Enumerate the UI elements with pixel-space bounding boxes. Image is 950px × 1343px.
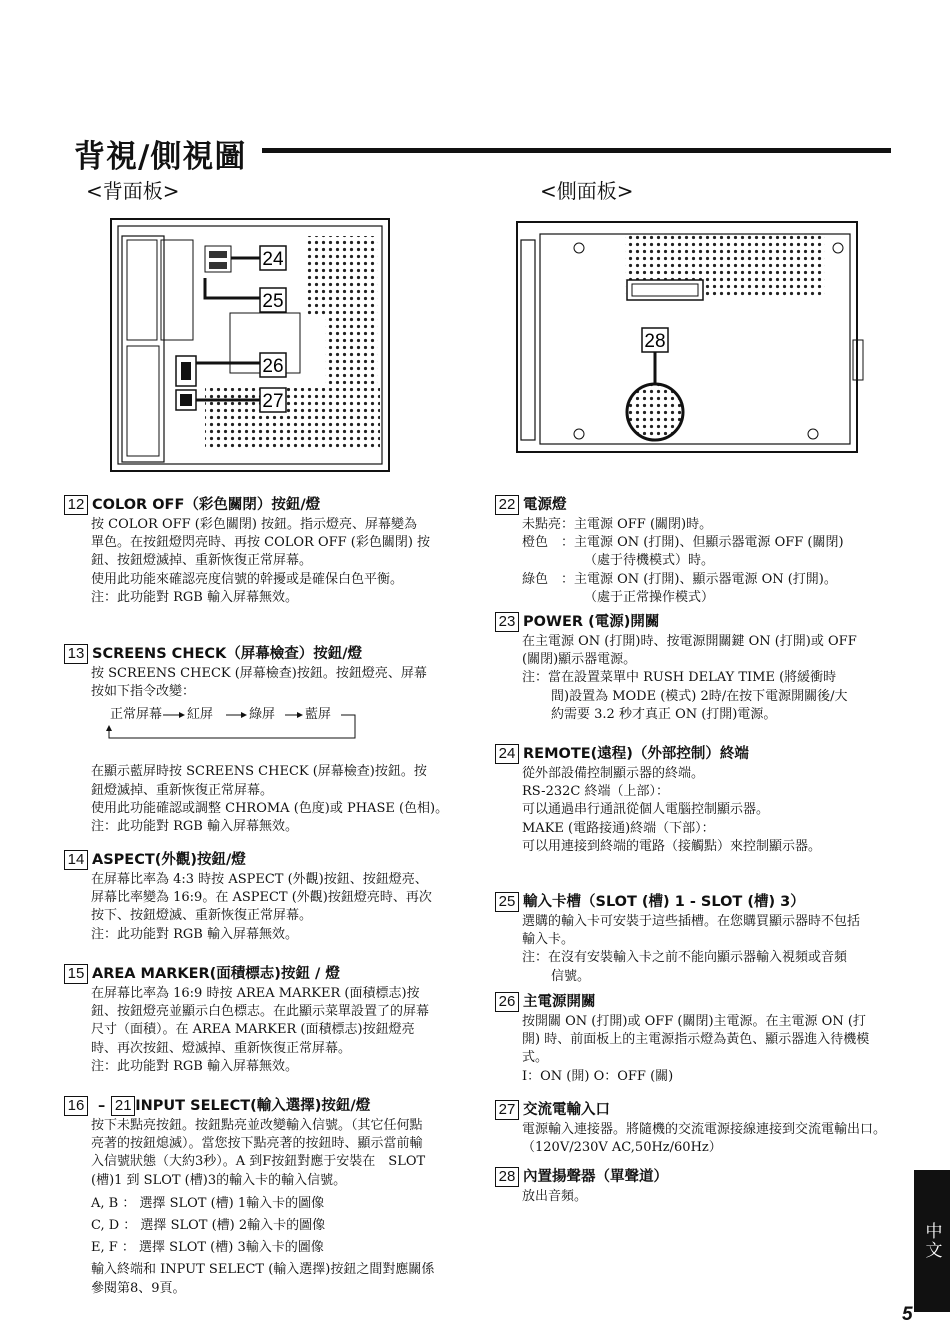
section-23 — [495, 611, 895, 724]
text-line: 在屏幕比率為 4:3 時按 ASPECT (外觀)按鈕、按鈕燈亮、 — [91, 872, 428, 887]
text-line: MAKE (電路接通)終端（下部）： — [522, 820, 715, 836]
section-heading: 電源燈 — [523, 496, 567, 513]
text-line: （120V/230V AC,50Hz/60Hz） — [522, 1140, 722, 1156]
section-heading: ASPECT(外觀)按鈕/燈 — [92, 851, 246, 868]
svg-text:27: 27 — [262, 391, 284, 412]
page-title: 背視/側視圖 — [74, 139, 247, 175]
text-line: 橙色 ：主電源 ON (打開)、但顯示器電源 OFF (關閉) — [522, 535, 844, 551]
item-number: 23 — [495, 612, 519, 632]
item-number: 16 — [64, 1096, 88, 1116]
section-heading: POWER (電源)開關 — [523, 613, 660, 630]
svg-text:28: 28 — [644, 331, 666, 352]
text-line: 使用此功能確認或調整 CHROMA (色度)或 PHASE (色相)。 — [91, 800, 449, 816]
text-line: 輸入終端和 INPUT SELECT (輸入選擇)按鈕之間對應關係 — [91, 1262, 435, 1278]
text-line: 綠色 ：主電源 ON (打開)、顯示器電源 ON (打開)。 — [522, 571, 837, 587]
text-line: 式。 — [522, 1050, 549, 1066]
text-line: 放出音頻。 — [522, 1189, 588, 1204]
rear-panel-label: <背面板> — [86, 179, 180, 203]
flow-step-green: 綠屏 — [249, 707, 276, 723]
text-line: 單色。在按鈕燈閃亮時、再按 COLOR OFF (彩色關閉) 按 — [91, 535, 431, 551]
text-line: 在主電源 ON (打開)時、按電源開關鍵 ON (打開)或 OFF — [522, 634, 857, 649]
slot-mapping-row: E, F ： 選擇 SLOT (槽) 3輸入卡的圖像 — [91, 1240, 324, 1256]
language-tab-label: 中文 — [921, 1222, 942, 1260]
note-line: 間)設置為 MODE (模式) 2時/在按下電源開關後/大 — [551, 688, 848, 704]
section-heading: 主電源開關 — [523, 993, 596, 1010]
note-line: 信號。 — [551, 968, 591, 984]
text-line: 按開關 ON (打開)或 OFF (關閉)主電源。在主電源 ON (打 — [522, 1014, 866, 1029]
language-tab — [914, 1170, 950, 1312]
note-line: 注：在沒有安裝輸入卡之前不能向顯示器輸入視頻或音頻 — [522, 950, 848, 966]
callout-27 — [260, 388, 286, 412]
text-line: 可以通過串行通訊從個人電腦控制顯示器。 — [522, 802, 770, 818]
section-26 — [495, 991, 895, 1086]
flow-step-normal: 正常屏幕 — [110, 707, 163, 723]
section-heading: 內置揚聲器（單聲道） — [523, 1168, 668, 1185]
text-line: 時、再次按鈕、燈滅掉、重新恢復正常屏幕。 — [91, 1040, 352, 1056]
item-number: 26 — [495, 992, 519, 1012]
callout-28 — [642, 328, 668, 352]
text-line: 鈕、按鈕燈亮並顯示白色標志。在此顯示菜單設置了的屏幕 — [91, 1004, 430, 1020]
note-line: 注：此功能對 RGB 輸入屏幕無效。 — [91, 819, 298, 835]
text-line: 在屏幕比率為 16:9 時按 AREA MARKER (面積標志)按 — [91, 986, 420, 1001]
section-heading: AREA MARKER(面積標志)按鈕 / 燈 — [92, 965, 340, 982]
note-line: 注：此功能對 RGB 輸入屏幕無效。 — [91, 1058, 298, 1074]
callout-26 — [260, 353, 286, 377]
text-line: 選購的輸入卡可安裝于這些插槽。在您購買顯示器時不包括 — [522, 914, 861, 929]
text-line: 亮著的按鈕熄滅）。當您按下點亮著的按鈕時、顯示當前輸 — [91, 1136, 423, 1152]
text-line: 按下未點亮按鈕。按鈕點亮並改變輸入信號。（其它任何點 — [91, 1118, 423, 1133]
item-number: 15 — [64, 964, 88, 984]
text-line: RS-232C 終端（上部）： — [522, 784, 669, 800]
flow-step-red: 紅屏 — [187, 707, 214, 723]
text-line: （處于正常操作模式） — [584, 589, 715, 605]
item-number: 28 — [495, 1167, 519, 1187]
text-line: 未點亮：主電源 OFF (關閉)時。 — [522, 517, 713, 532]
text-line: I：ON (開) O：OFF (關) — [522, 1068, 674, 1084]
section-heading: 輸入卡槽（SLOT (槽) 1 - SLOT (槽) 3） — [523, 893, 805, 910]
text-line: （處于待機模式）時。 — [584, 553, 715, 569]
slot-mapping-row: A, B ： 選擇 SLOT (槽) 1輸入卡的圖像 — [91, 1195, 325, 1211]
text-line: 在顯示藍屏時按 SCREENS CHECK (屏幕檢查)按鈕。按 — [91, 764, 427, 780]
note-line: 注：此功能對 RGB 輸入屏幕無效。 — [91, 589, 298, 605]
item-number: 27 — [495, 1100, 519, 1120]
title-rule — [262, 148, 891, 153]
item-number-end: 21 — [111, 1096, 135, 1116]
text-line: 屏幕比率變為 16:9。在 ASPECT (外觀)按鈕燈亮時、再次 — [91, 890, 432, 906]
page-number: 5 — [902, 1304, 913, 1325]
rear-panel-figure — [110, 218, 400, 474]
text-line: 尺寸（面積）。在 AREA MARKER (面積標志)按鈕燈亮 — [91, 1022, 415, 1038]
item-number: 13 — [64, 644, 88, 664]
text-line: 使用此功能來確認亮度信號的幹擾或是確保白色平衡。 — [91, 571, 404, 587]
text-line: 按 SCREENS CHECK (屏幕檢查)按鈕。按鈕燈亮、屏幕 — [91, 666, 427, 681]
text-line: 電源輸入連接器。將隨機的交流電源接線連接到交流電輸出口。 — [522, 1122, 887, 1137]
text-line: 按 COLOR OFF (彩色關閉) 按鈕。指示燈亮、屏幕變為 — [91, 517, 418, 532]
flow-step-blue: 藍屏 — [305, 707, 332, 723]
item-number: 25 — [495, 892, 519, 912]
side-panel-figure — [515, 220, 875, 460]
section-13 — [64, 643, 474, 836]
callout-25 — [260, 288, 286, 312]
note-line: 注：當在設置菜單中 RUSH DELAY TIME (將緩衝時 — [522, 670, 837, 686]
section-24 — [495, 743, 895, 856]
section-25 — [495, 891, 895, 986]
slot-mapping-row: C, D ： 選擇 SLOT (槽) 2輸入卡的圖像 — [91, 1218, 326, 1234]
screen-check-flow — [83, 705, 474, 745]
text-line: 按下、按鈕燈滅、重新恢復正常屏幕。 — [91, 908, 313, 924]
section-heading: SCREENS CHECK（屏幕檢查）按鈕/燈 — [92, 645, 363, 662]
svg-text:26: 26 — [262, 356, 284, 377]
item-number: 14 — [64, 850, 88, 870]
section-27 — [495, 1099, 895, 1157]
section-28 — [495, 1166, 895, 1206]
text-line: 鈕、按鈕燈滅掉、重新恢復正常屏幕。 — [91, 553, 313, 569]
text-line: 可以用連接到終端的電路（接觸點）來控制顯示器。 — [522, 838, 822, 854]
section-12 — [64, 494, 474, 607]
text-line: (關閉)顯示器電源。 — [522, 652, 637, 668]
section-heading: REMOTE(遠程)（外部控制）終端 — [523, 745, 749, 762]
text-line: 鈕燈滅掉、重新恢復正常屏幕。 — [91, 782, 274, 798]
text-line: 按如下指令改變： — [91, 684, 196, 700]
text-line: 開) 時、前面板上的主電源指示燈為黃色、顯示器進入待機模 — [522, 1032, 870, 1048]
item-number: 12 — [64, 495, 88, 515]
svg-text:25: 25 — [262, 291, 284, 312]
text-line: 從外部設備控制顯示器的終端。 — [522, 766, 705, 781]
note-line: 約需要 3.2 秒才真正 ON (打開)電源。 — [551, 706, 777, 722]
section-16-21 — [64, 1095, 474, 1298]
section-14 — [64, 849, 474, 944]
item-number: 22 — [495, 495, 519, 515]
section-heading: INPUT SELECT(輸入選擇)按鈕/燈 — [135, 1097, 371, 1114]
text-line: (槽)1 到 SLOT (槽)3的輸入卡的輸入信號。 — [91, 1172, 347, 1188]
svg-text:24: 24 — [262, 249, 284, 270]
text-line: 輸入卡。 — [522, 932, 575, 948]
note-line: 注：此功能對 RGB 輸入屏幕無效。 — [91, 926, 298, 942]
text-line: 參閱第8、9頁。 — [91, 1280, 186, 1296]
section-15 — [64, 963, 474, 1076]
side-panel-label: <側面板> — [540, 179, 634, 203]
section-22 — [495, 494, 895, 607]
range-dash: – — [98, 1097, 106, 1114]
section-heading: COLOR OFF（彩色關閉）按鈕/燈 — [92, 496, 321, 513]
callout-24 — [260, 246, 286, 270]
section-heading: 交流電輸入口 — [523, 1101, 610, 1118]
item-number: 24 — [495, 744, 519, 764]
text-line: 入信號狀態（大約3秒）。A 到F按鈕對應于安裝在 SLOT — [91, 1154, 426, 1170]
